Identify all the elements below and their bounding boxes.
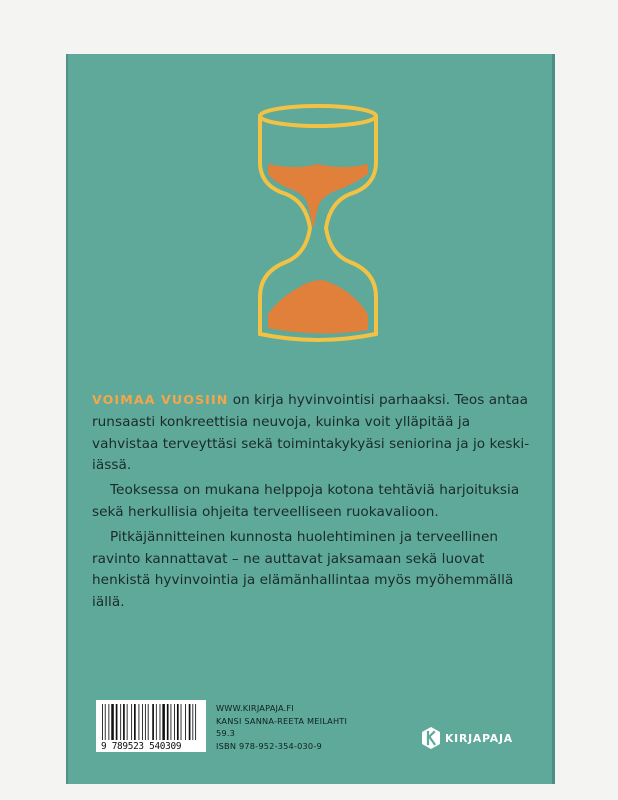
blurb-paragraph-3: Pitkäjännitteinen kunnosta huolehtiminen ja terveellinen ravinto kannattavat – ne auttavat jaksamaan sekä luovat henkistä hyvinvointia ja elämänhallintaa myös myöhemmällä iällä. <box>92 528 514 611</box>
book-back-cover <box>66 54 552 784</box>
blurb-paragraph-1-text: on kirja hyvinvointisi parhaaksi. Teos antaa runsaasti konkreettisia neuvoja, kuinka voit ylläpitää ja vahvistaa terveyttäsi sekä toimintakykyäsi seniorina ja jo keski-iässä. <box>92 392 530 474</box>
publisher-website: WWW.KIRJAPAJA.FI <box>216 703 294 713</box>
cover-credit: KANSI SANNA-REETA MEILAHTI <box>216 715 348 726</box>
barcode-number: 9 789523 540309 <box>101 741 182 752</box>
isbn-text: ISBN 978-952-354-030-9 <box>216 740 322 751</box>
blurb-paragraph-1 <box>92 389 532 477</box>
book-title-highlight: VOIMAA VUOSIIN <box>92 392 229 407</box>
barcode-bars <box>101 704 201 740</box>
hourglass-sand <box>268 164 368 334</box>
hourglass-illustration <box>256 102 380 352</box>
imprint-info <box>216 702 347 752</box>
publisher-logo <box>421 726 513 750</box>
library-classification: 59.3 <box>216 728 236 739</box>
kirjapaja-k-icon <box>421 726 441 750</box>
publisher-name: KIRJAPAJA <box>445 731 513 745</box>
isbn-barcode <box>96 700 206 752</box>
blurb-paragraph-2: Teoksessa on mukana helppoja kotona tehtäviä harjoituksia sekä herkullisia ohjeita terveelliseen ruokavalioon. <box>92 482 520 520</box>
back-cover-blurb <box>92 389 532 614</box>
